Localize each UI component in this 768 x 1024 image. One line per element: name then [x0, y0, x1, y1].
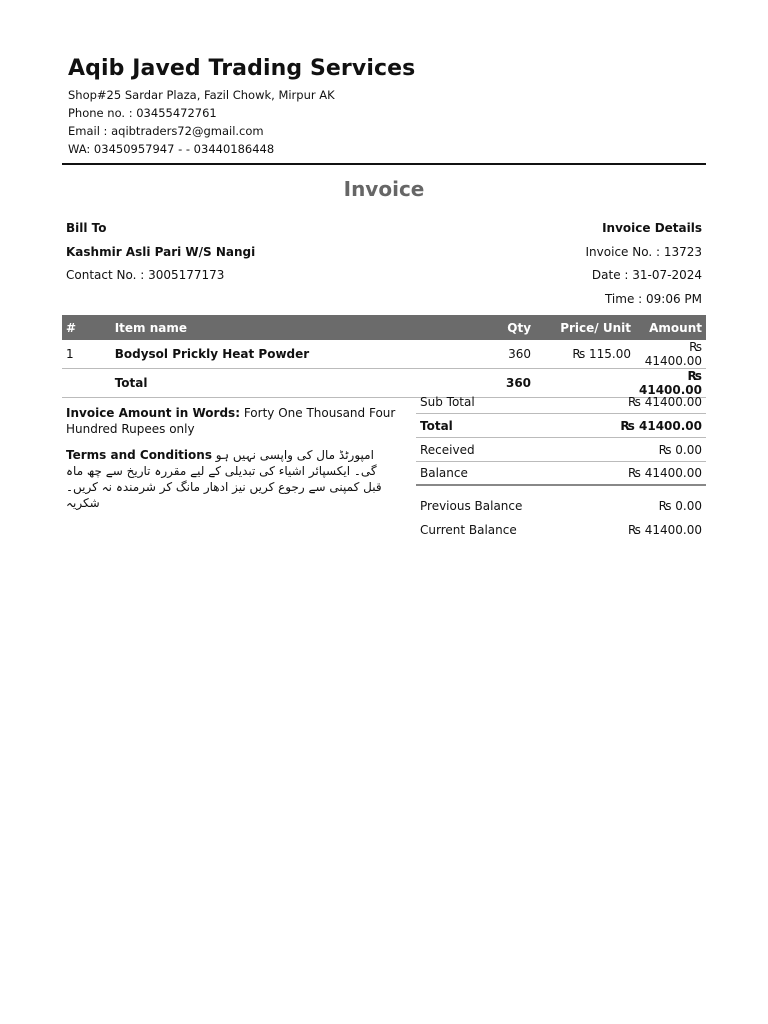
header-item-name: Item name	[111, 315, 450, 340]
previous-balance-row	[416, 494, 706, 518]
invoice-date: Date : 31-07-2024	[591, 268, 702, 282]
summary-spacer	[416, 486, 706, 494]
sub-total-value: ₨ 41400.00	[628, 394, 702, 409]
summary-total-label: Total	[420, 418, 453, 433]
balance-label: Balance	[420, 466, 468, 480]
received-row	[416, 438, 706, 462]
current-balance-row	[416, 518, 706, 542]
row-item-name: Bodysol Prickly Heat Powder	[111, 340, 450, 369]
terms-section	[66, 447, 396, 511]
row-amount: ₨ 41400.00	[635, 340, 706, 369]
received-value: ₨ 0.00	[658, 442, 702, 457]
bill-to-section	[66, 221, 255, 284]
bill-to-label: Bill To	[66, 221, 107, 235]
company-address: Shop#25 Sardar Plaza, Fazil Chowk, Mirpur AK	[68, 88, 335, 102]
current-balance-value: ₨ 41400.00	[628, 523, 702, 537]
header-qty: Qty	[449, 315, 535, 340]
table-header-row	[62, 315, 706, 340]
header-amount: Amount	[635, 315, 706, 340]
row-qty: 360	[449, 340, 535, 369]
company-whatsapp: WA: 03450957947 - - 03440186448	[68, 142, 275, 156]
total-amount: ₨ 41400.00	[635, 369, 706, 398]
balance-row	[416, 462, 706, 486]
header-number: #	[62, 315, 111, 340]
total-qty: 360	[449, 369, 535, 398]
invoice-details-section	[586, 221, 702, 308]
sub-total-row	[416, 390, 706, 414]
summary-section	[416, 390, 706, 542]
header-divider	[62, 163, 706, 165]
row-price: ₨ 115.00	[535, 340, 635, 369]
company-header	[68, 56, 415, 158]
received-label: Received	[420, 442, 475, 457]
terms-text: امپورٹڈ مال کی واپسی نہیں ہو گی۔ ایکسپائر اشیاء کی تبدیلی کے لیے مقررہ تاریخ سے چھ ماہ قبل کمپنی سے رجوع کریں نیز ادھار مانگ کر شرمندہ نہ کریں۔ شکریہ	[66, 448, 382, 510]
company-email: Email : aqibtraders72@gmail.com	[68, 124, 264, 138]
customer-contact: Contact No. : 3005177173	[66, 268, 225, 282]
terms-label: Terms and Conditions	[66, 448, 212, 462]
amount-in-words-value: Forty One Thousand Four Hundred Rupees only	[66, 406, 396, 436]
sub-total-label: Sub Total	[420, 394, 475, 409]
current-balance-label: Current Balance	[420, 523, 517, 537]
company-phone: Phone no. : 03455472761	[68, 106, 217, 120]
summary-total-row	[416, 414, 706, 438]
total-label: Total	[111, 369, 450, 398]
summary-total-value: ₨ 41400.00	[620, 418, 702, 433]
amount-in-words-label: Invoice Amount in Words:	[66, 406, 240, 420]
customer-name: Kashmir Asli Pari W/S Nangi	[66, 245, 256, 259]
invoice-details-label: Invoice Details	[602, 221, 702, 235]
balance-value: ₨ 41400.00	[628, 466, 702, 480]
row-number: 1	[62, 340, 111, 369]
table-row	[62, 340, 706, 369]
document-title: Invoice	[343, 177, 425, 201]
total-blank	[62, 369, 111, 398]
invoice-number: Invoice No. : 13723	[585, 244, 702, 259]
amount-in-words	[66, 405, 396, 437]
invoice-time: Time : 09:06 PM	[604, 291, 702, 306]
previous-balance-value: ₨ 0.00	[658, 499, 702, 513]
items-table	[62, 315, 706, 398]
header-price: Price/ Unit	[535, 315, 635, 340]
company-name: Aqib Javed Trading Services	[68, 56, 416, 81]
previous-balance-label: Previous Balance	[420, 499, 523, 513]
